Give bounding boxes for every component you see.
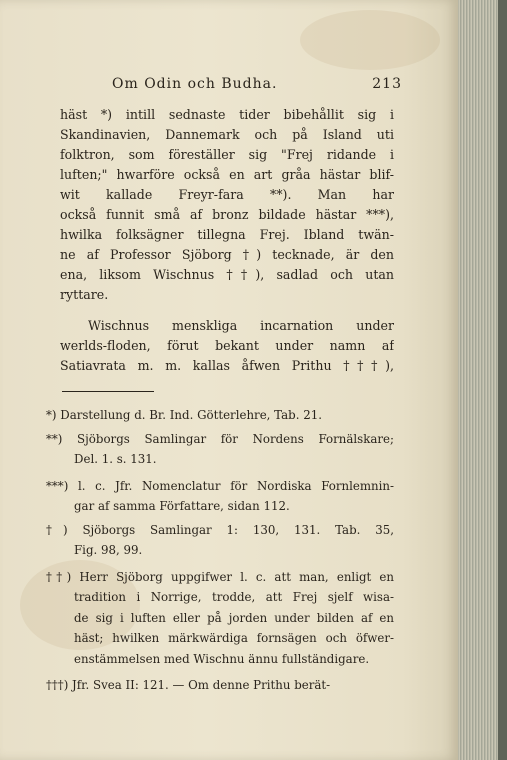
text-line: Satiavrata m. m. kallas åfwen Prithu †††), [60,358,394,373]
text-line: ne af Professor Sjöborg †) tecknade, är den [60,247,394,262]
footnote [46,567,394,670]
footnote-line: *) Darstellung d. Br. Ind. Götterlehre, Tab. 21. [46,408,322,422]
paper-stain [300,10,440,70]
text-line: wit kallade Freyr-fara **). Man har [60,187,394,202]
footnote-line: Del. 1. s. 131. [74,452,157,466]
book-cover-edge [498,0,507,760]
paragraph [60,105,394,305]
footnote-line: Fig. 98, 99. [74,543,143,557]
text-line: werlds-floden, förut bekant under namn af [60,338,394,353]
footnote-line: ††) Herr Sjöborg uppgifwer l. c. att man, enligt en [46,569,394,584]
running-title: Om Odin och Budha. [112,76,278,92]
footnote-line: †) Sjöborgs Samlingar 1: 130, 131. Tab. 35, [46,522,394,537]
footnote-line: de sig i luften eller på jorden under bilden af en [74,610,394,625]
footnote-line: †††) Jfr. Svea II: 121. — Om denne Prithu berät- [46,678,331,692]
text-line: också funnit små af bronz bildade hästar ***), [60,207,394,222]
footnote-line: tradition i Norrige, trodde, att Frej sjelf wisa- [74,590,394,604]
footnote [46,675,394,696]
text-line: ryttare. [60,287,109,302]
footnote-line: ***) l. c. Jfr. Nomenclatur för Nordiska Fornlemnin- [46,478,394,493]
text-line: Skandinavien, Dannemark och på Island uti [60,127,394,142]
text-line: häst *) intill sednaste tider bibehållit sig i [60,107,394,122]
footnotes [46,405,394,699]
running-header [112,76,402,98]
text-line: Wischnus menskliga incarnation under [88,318,394,333]
footnote [46,429,394,470]
footnote-line: **) Sjöborgs Samlingar för Nordens Fornälskare; [46,431,394,446]
paragraph [60,316,394,376]
footnote-divider [62,391,154,392]
text-line: hwilka folksägner tillegna Frej. Ibland twän- [60,227,394,242]
footnote [46,520,394,561]
text-line: luften;" hwarföre också en art gråa hästar blif- [60,167,394,182]
footnote-line: enstämmelsen med Wischnu ännu fullständigare. [74,651,370,666]
footnote [46,476,394,517]
footnote [46,405,394,426]
footnote-line: häst; hwilken märkwärdiga fornsägen och öfwer- [74,631,394,645]
footnote-line: gar af samma Författare, sidan 112. [74,499,290,513]
text-line: folktron, som föreställer sig "Frej ridande i [60,147,394,162]
body-text [60,105,394,376]
text-line: ena, liksom Wischnus ††), sadlad och utan [60,267,394,282]
page-number: 213 [372,76,402,92]
